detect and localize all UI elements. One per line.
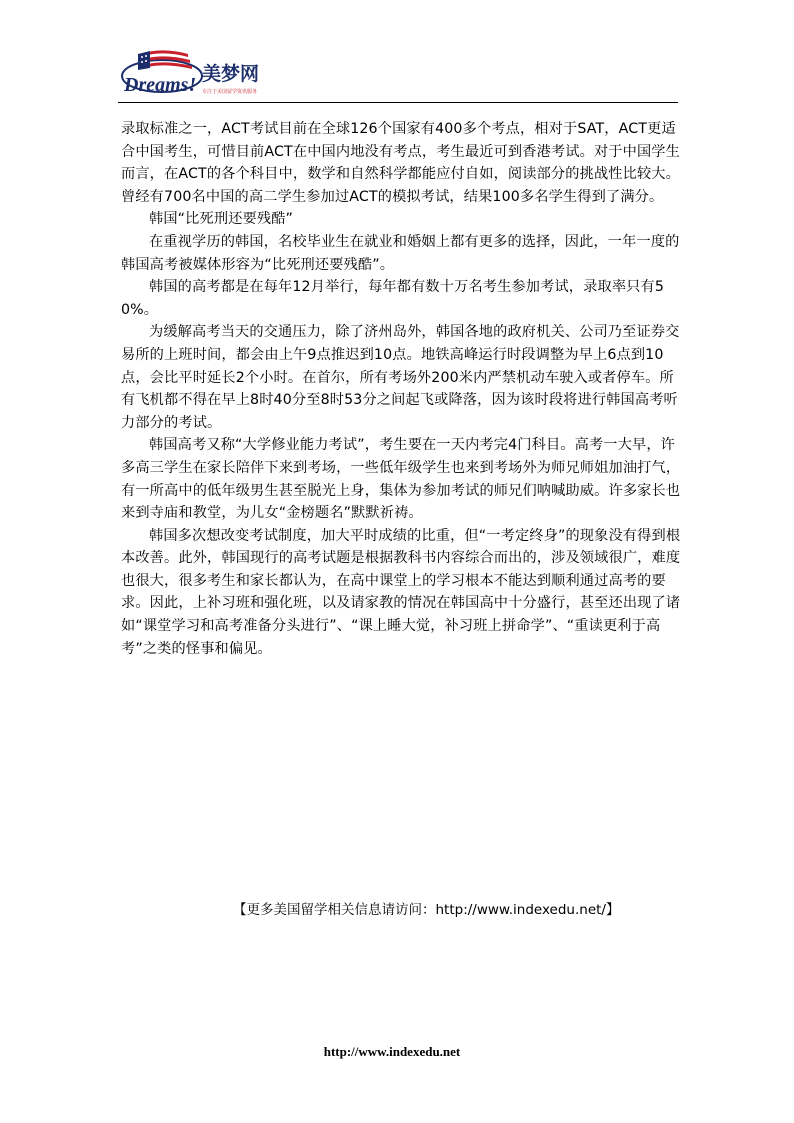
paragraph: 韩国的高考都是在每年12月举行，每年都有数十万名考生参加考试，录取率只有50%。 <box>121 279 665 318</box>
article-body <box>121 118 681 660</box>
page-footer-url[interactable]: http://www.indexedu.net <box>323 1044 461 1059</box>
paragraph: 为缓解高考当天的交通压力，除了济州岛外，韩国各地的政府机关、公司乃至证券交易所的上班时间，都会由上午9点推迟到10点。地铁高峰运行时段调整为早上6点到10点，会比平时延长2个小时。在首尔，所有考场外200米内严禁机动车驶入或者停车。所有飞机都不得在早上8时40分至8时53分之间起飞或降落，因为该时段将进行韩国高考听力部分的考试。 <box>121 324 680 431</box>
paragraph: 韩国多次想改变考试制度，加大平时成绩的比重，但“一考定终身”的现象没有得到根本改善。此外，韩国现行的高考试题是根据教科书内容综合而出的，涉及领域很广，难度也很大，很多考生和家长都认为，在高中课堂上的学习根本不能达到顺利通过高考的要求。因此，上补习班和强化班，以及请家教的情况在韩国高中十分盛行，甚至还出现了诸如“课堂学习和高考准备分头进行”、“课上睡大觉，补习班上拼命学”、“重读更利于高考”之类的怪事和偏见。 <box>121 527 681 657</box>
paragraph: 在重视学历的韩国，名校毕业生在就业和婚姻上都有更多的选择，因此，一年一度的韩国高考被媒体形容为“比死刑还要残酷”。 <box>121 233 680 273</box>
logo-tagline: 专注于美国留学资讯服务 <box>202 89 258 95</box>
logo-cn-name: 美梦网 <box>202 63 260 85</box>
section-heading: 韩国“比死刑还要残酷” <box>149 211 294 228</box>
dreams-logo <box>118 46 308 100</box>
paragraph: 韩国高考又称“大学修业能力考试”，考生要在一天内考完4门科目。高考一大早，许多高三学生在家长陪伴下来到考场，一些低年级学生也来到考场外为师兄师姐加油打气，有一所高中的低年级男生甚至脱光上身，集体为参加考试的师兄们呐喊助威。许多家长也来到寺庙和教堂，为儿女“金榜题名”默默祈祷。 <box>121 437 681 522</box>
more-info-link[interactable]: 【更多美国留学相关信息请访问：http://www.indexedu.net/】 <box>233 902 620 918</box>
page-header <box>118 46 678 104</box>
paragraph: 录取标准之一，ACT考试目前在全球126个国家有400多个考点，相对于SAT，ACT更适合中国考生，可惜目前ACT在中国内地没有考点，考生最近可到香港考试。对于中国学生而言，在ACT的各个科目中，数学和自然科学都能应付自如，阅读部分的挑战性比较大。曾经有700名中国的高二学生参加过ACT的模拟考试，结果100多名学生得到了满分。 <box>121 121 680 205</box>
header-divider <box>118 102 678 103</box>
logo-brand: Dreams! <box>124 74 197 96</box>
